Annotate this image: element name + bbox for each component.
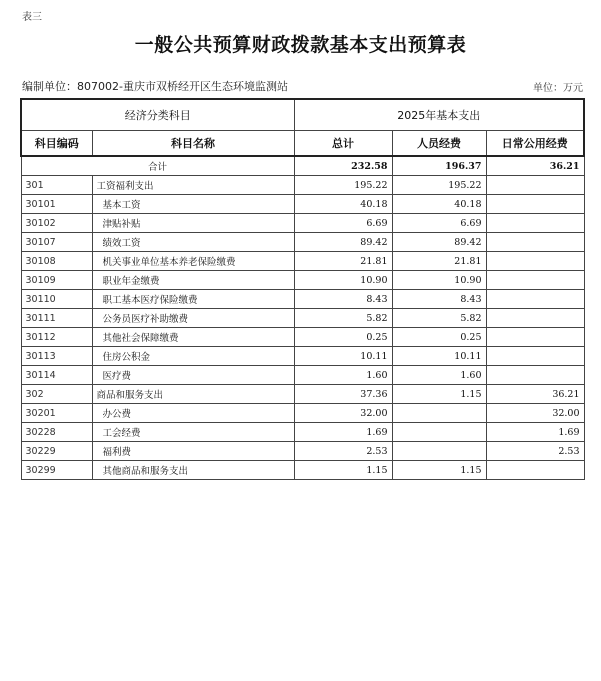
row-total: 1.60	[294, 366, 392, 385]
row-public	[486, 366, 584, 385]
row-public	[486, 347, 584, 366]
row-personnel: 0.25	[392, 328, 486, 347]
row-public: 32.00	[486, 404, 584, 423]
row-public: 2.53	[486, 442, 584, 461]
row-total: 1.69	[294, 423, 392, 442]
row-code: 30201	[21, 404, 92, 423]
table-row	[21, 214, 584, 233]
row-code: 30110	[21, 290, 92, 309]
table-header	[21, 99, 584, 156]
row-code: 30112	[21, 328, 92, 347]
row-personnel: 1.15	[392, 385, 486, 404]
row-total: 5.82	[294, 309, 392, 328]
table-row	[21, 461, 584, 480]
row-name: 基本工资	[92, 195, 294, 214]
table-row	[21, 271, 584, 290]
row-public	[486, 252, 584, 271]
row-name: 工资福利支出	[92, 176, 294, 195]
row-total: 6.69	[294, 214, 392, 233]
total-public: 36.21	[486, 156, 584, 176]
row-code: 30107	[21, 233, 92, 252]
header-personnel: 人员经费	[392, 131, 486, 157]
header-basic-expenditure: 2025年基本支出	[294, 99, 584, 131]
total-label: 合计	[21, 156, 294, 176]
row-code: 30228	[21, 423, 92, 442]
header-code: 科目编码	[21, 131, 92, 157]
row-code: 30111	[21, 309, 92, 328]
row-public	[486, 195, 584, 214]
row-total: 2.53	[294, 442, 392, 461]
table-row	[21, 385, 584, 404]
row-name: 职工基本医疗保险缴费	[92, 290, 294, 309]
row-code: 301	[21, 176, 92, 195]
row-code: 30102	[21, 214, 92, 233]
row-name: 福利费	[92, 442, 294, 461]
row-name: 住房公积金	[92, 347, 294, 366]
row-public	[486, 214, 584, 233]
row-personnel: 40.18	[392, 195, 486, 214]
row-code: 30108	[21, 252, 92, 271]
header-economic-category: 经济分类科目	[21, 99, 294, 131]
row-personnel: 21.81	[392, 252, 486, 271]
row-code: 30299	[21, 461, 92, 480]
compiling-unit-label: 编制单位：807002-重庆市双桥经开区生态环境监测站	[22, 80, 288, 93]
table-row	[21, 404, 584, 423]
row-total: 1.15	[294, 461, 392, 480]
row-personnel: 195.22	[392, 176, 486, 195]
row-name: 其他社会保障缴费	[92, 328, 294, 347]
row-public: 1.69	[486, 423, 584, 442]
row-personnel: 1.60	[392, 366, 486, 385]
header-column-row	[21, 131, 584, 157]
header-total: 总计	[294, 131, 392, 157]
row-personnel	[392, 442, 486, 461]
table-row	[21, 252, 584, 271]
row-name: 公务员医疗补助缴费	[92, 309, 294, 328]
table-body	[21, 156, 584, 480]
row-public	[486, 290, 584, 309]
row-personnel: 1.15	[392, 461, 486, 480]
table-row	[21, 290, 584, 309]
row-public	[486, 271, 584, 290]
row-total: 21.81	[294, 252, 392, 271]
row-personnel: 6.69	[392, 214, 486, 233]
page-title: 一般公共预算财政拨款基本支出预算表	[134, 34, 467, 56]
row-total: 32.00	[294, 404, 392, 423]
row-total: 0.25	[294, 328, 392, 347]
row-personnel: 8.43	[392, 290, 486, 309]
row-name: 绩效工资	[92, 233, 294, 252]
table-row	[21, 195, 584, 214]
row-name: 职业年金缴费	[92, 271, 294, 290]
row-name: 机关事业单位基本养老保险缴费	[92, 252, 294, 271]
row-public	[486, 233, 584, 252]
table-row	[21, 347, 584, 366]
table-number-label: 表三	[22, 12, 42, 23]
row-name: 商品和服务支出	[92, 385, 294, 404]
table-row	[21, 366, 584, 385]
row-personnel: 10.90	[392, 271, 486, 290]
row-code: 302	[21, 385, 92, 404]
row-code: 30229	[21, 442, 92, 461]
header-public: 日常公用经费	[486, 131, 584, 157]
row-name: 津贴补贴	[92, 214, 294, 233]
row-personnel	[392, 423, 486, 442]
row-name: 工会经费	[92, 423, 294, 442]
row-code: 30101	[21, 195, 92, 214]
row-code: 30113	[21, 347, 92, 366]
row-total: 8.43	[294, 290, 392, 309]
row-public: 36.21	[486, 385, 584, 404]
row-personnel	[392, 404, 486, 423]
row-personnel: 10.11	[392, 347, 486, 366]
row-total: 10.90	[294, 271, 392, 290]
budget-table	[20, 98, 585, 480]
total-amount: 232.58	[294, 156, 392, 176]
table-row	[21, 442, 584, 461]
row-personnel: 5.82	[392, 309, 486, 328]
row-public	[486, 176, 584, 195]
currency-unit-label: 单位：万元	[533, 83, 583, 94]
row-public	[486, 309, 584, 328]
row-code: 30109	[21, 271, 92, 290]
row-name: 办公费	[92, 404, 294, 423]
header-group-row	[21, 99, 584, 131]
row-total: 10.11	[294, 347, 392, 366]
table-row	[21, 176, 584, 195]
row-name: 医疗费	[92, 366, 294, 385]
row-personnel: 89.42	[392, 233, 486, 252]
table-row	[21, 328, 584, 347]
header-name: 科目名称	[92, 131, 294, 157]
total-row	[21, 156, 584, 176]
row-public	[486, 461, 584, 480]
row-name: 其他商品和服务支出	[92, 461, 294, 480]
row-total: 89.42	[294, 233, 392, 252]
table-row	[21, 423, 584, 442]
row-total: 37.36	[294, 385, 392, 404]
row-code: 30114	[21, 366, 92, 385]
row-total: 40.18	[294, 195, 392, 214]
total-personnel: 196.37	[392, 156, 486, 176]
table-row	[21, 233, 584, 252]
row-public	[486, 328, 584, 347]
row-total: 195.22	[294, 176, 392, 195]
table-row	[21, 309, 584, 328]
